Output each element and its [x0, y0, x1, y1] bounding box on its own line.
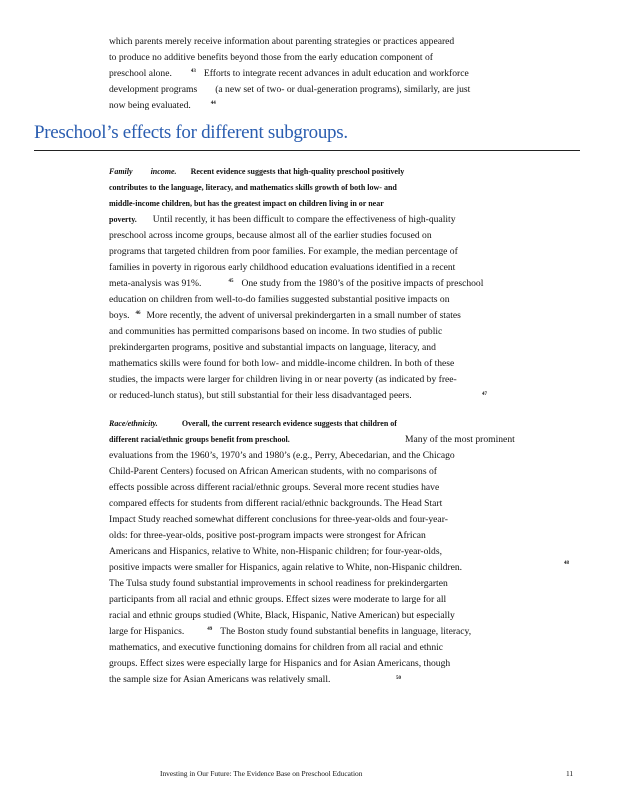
family-summary-line-3: middle-income children, but has the greatest impact on children living in or near	[109, 199, 384, 208]
race-summary-2: different racial/ethnic groups benefit from preschool.	[109, 435, 290, 444]
intro-line-3-tail: Efforts to integrate recent advances in adult education and workforce	[203, 68, 469, 79]
family-boys-tail: More recently, the advent of universal prekindergarten in a small number of states	[146, 310, 461, 321]
family-line-7: and communities has permitted comparisons based on income. In two studies of public	[109, 326, 443, 337]
family-line-4-head: meta-analysis was 91%.	[109, 278, 202, 289]
family-line-5: education on children from well-to-do families suggested substantial positive impacts on	[109, 294, 450, 305]
family-summary-line-2: contributes to the language, literacy, and mathematics skills growth of both low- and	[109, 183, 397, 192]
family-meta-tail: One study from the 1980’s of the positive impacts of preschool	[241, 278, 484, 289]
heading-rule	[34, 150, 580, 151]
footnote-ref-50: 50	[396, 676, 401, 681]
race-line-2: Child-Parent Centers) focused on African American students, with no comparisons of	[109, 466, 437, 477]
race-line-12	[109, 626, 471, 638]
race-summary-1: Overall, the current research evidence suggests that children of	[181, 419, 397, 428]
race-label: Race/ethnicity.	[109, 419, 158, 428]
race-summary-line-1	[109, 418, 397, 430]
race-line-6: olds: for three-year-olds, positive post-program impacts were strongest for African	[109, 530, 426, 541]
family-line-9: mathematics skills were found for both low- and middle-income children. In both of these	[109, 358, 455, 369]
intro-line-1: which parents merely receive information about parenting strategies or practices appeared	[109, 36, 455, 47]
family-line-8: prekindergarten programs, positive and substantial impacts on language, literacy, and	[109, 342, 436, 353]
intro-line-4	[109, 84, 470, 96]
family-line-6-head: boys.	[109, 310, 130, 321]
race-line-4: compared effects for students from different racial/ethnic backgrounds. The Head Start	[109, 498, 443, 509]
race-line-10: participants from all racial and ethnic groups. Effect sizes were moderate to large for all	[109, 594, 447, 605]
family-line-4	[109, 278, 483, 290]
family-summary-1: Recent evidence suggests that high-quality preschool positively	[190, 167, 405, 176]
family-line-3: families in poverty in rigorous early childhood education evaluations identified in a recent	[109, 262, 456, 273]
race-line-14: groups. Effect sizes were especially large for Hispanics and for Asian Americans, though	[109, 658, 451, 669]
intro-line-5	[109, 100, 216, 112]
race-line-3: effects possible across different racial/ethnic groups. Several more recent studies have	[109, 482, 440, 493]
family-label-2: income.	[150, 167, 177, 176]
section-heading: Preschool’s effects for different subgroups.	[34, 122, 348, 143]
race-line-13: mathematics, and executive functioning domains for children from all racial and ethnic	[109, 642, 444, 653]
family-summary-line-1	[109, 166, 404, 178]
race-summary-line-2	[109, 434, 515, 446]
family-summary-4: poverty.	[109, 215, 137, 224]
family-poverty-tail: Until recently, it has been difficult to compare the effectiveness of high-quality	[152, 214, 456, 225]
footnote-ref-49: 49	[207, 627, 213, 632]
footnote-ref-47: 47	[482, 392, 487, 397]
family-line-10: studies, the impacts were larger for children living in or near poverty (as indicated by free-	[109, 374, 457, 385]
race-line-8: positive impacts were smaller for Hispanics, again relative to White, non-Hispanic children.	[109, 562, 463, 573]
footnote-ref-45: 45	[228, 279, 234, 284]
footnote-ref-46: 46	[135, 311, 141, 316]
intro-line-4-tail: (a new set of two- or dual-generation programs), similarly, are just	[215, 84, 471, 95]
race-line-12-head: large for Hispanics.	[109, 626, 185, 637]
race-line-7: Americans and Hispanics, relative to White, non-Hispanic children; for four-year-olds,	[109, 546, 442, 557]
intro-line-5-head: now being evaluated.	[109, 100, 191, 111]
intro-line-3-head: preschool alone.	[109, 68, 172, 79]
family-label-1: Family	[109, 167, 133, 176]
race-hispanics-tail: The Boston study found substantial benefits in language, literacy,	[220, 626, 472, 637]
race-line-5: Impact Study reached somewhat different conclusions for three-year-olds and four-year-	[109, 514, 448, 525]
footer-title: Investing in Our Future: The Evidence Base on Preschool Education	[160, 769, 363, 778]
race-summary-2-tail: Many of the most prominent	[405, 434, 515, 445]
footnote-ref-48: 48	[564, 561, 569, 566]
race-line-9: The Tulsa study found substantial improvements in school readiness for prekindergarten	[109, 578, 448, 589]
intro-line-4-head: development programs	[109, 84, 198, 95]
footnote-ref-44: 44	[210, 101, 216, 106]
page-number: 11	[566, 769, 574, 778]
family-line-1: preschool across income groups, because almost all of the earlier studies focused on	[109, 230, 432, 241]
footnote-ref-43: 43	[190, 69, 196, 74]
family-line-poverty	[109, 214, 456, 226]
family-line-11: or reduced-lunch status), but still substantial for their less disadvantaged peers.	[109, 390, 412, 401]
race-line-15: the sample size for Asian Americans was relatively small.	[109, 674, 331, 685]
race-line-11: racial and ethnic groups studied (White, Black, Hispanic, Native American) but especially	[109, 610, 455, 621]
family-line-2: programs that targeted children from poor families. For example, the median percentage of	[109, 246, 458, 257]
intro-line-3	[109, 68, 469, 80]
race-line-1: evaluations from the 1960’s, 1970’s and 1980’s (e.g., Perry, Abecedarian, and the Chicago	[109, 450, 455, 461]
intro-line-2: to produce no additive benefits beyond those from the early education component of	[109, 52, 433, 63]
family-line-6	[109, 310, 461, 322]
